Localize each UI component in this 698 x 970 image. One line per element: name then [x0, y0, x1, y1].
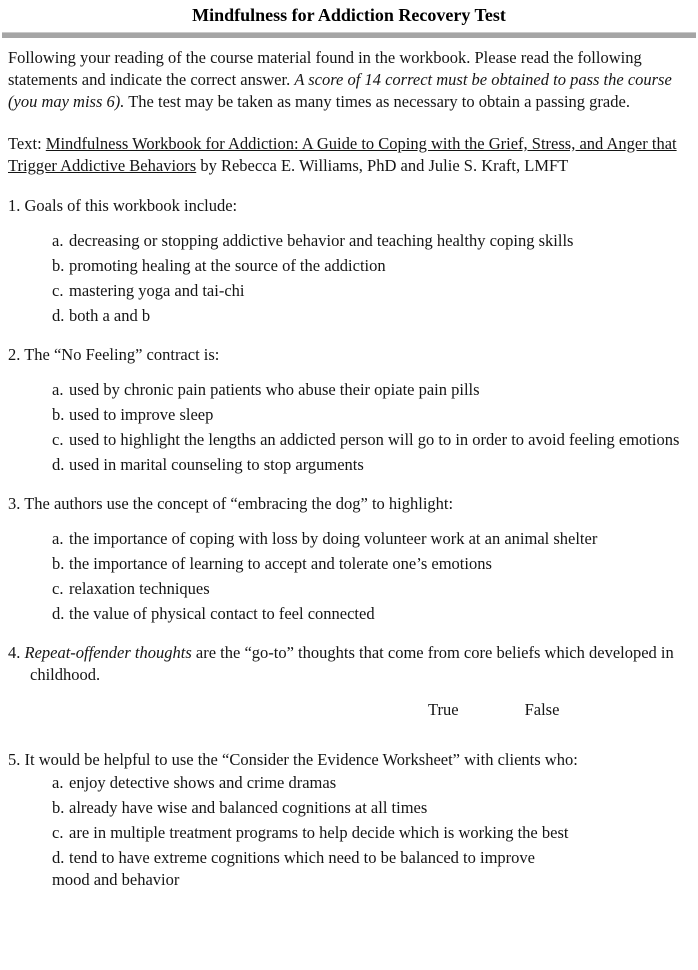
answer-option	[52, 379, 690, 401]
page-title: Mindfulness for Addiction Recovery Test	[192, 5, 506, 25]
option-text: tend to have extreme cognitions which need to be balanced to improve	[69, 848, 535, 867]
option-letter: b.	[52, 798, 65, 817]
question-5	[8, 749, 690, 891]
false-label: False	[524, 700, 560, 719]
answer-option	[52, 797, 690, 819]
question-prompt: 3. The authors use the concept of “embracing the dog” to highlight:	[8, 494, 454, 513]
option-text: relaxation techniques	[69, 579, 210, 598]
option-text: used to highlight the lengths an addicted person will go to in order to avoid feeling emotions	[69, 430, 680, 449]
option-letter: c.	[52, 579, 64, 598]
answer-option	[52, 305, 690, 327]
answer-option	[52, 772, 690, 794]
option-letter: d.	[52, 455, 65, 474]
intro-text-2: The test may be taken as many times as necessary to obtain a passing grade.	[124, 92, 630, 111]
intro-paragraph	[8, 47, 690, 113]
option-text: used in marital counseling to stop arguments	[69, 455, 364, 474]
book-title: Mindfulness Workbook for Addiction: A Guide to Coping with the Grief, Stress, and Anger that Trigger Addictive Behaviors	[8, 134, 677, 175]
option-text: used by chronic pain patients who abuse their opiate pain pills	[69, 380, 480, 399]
option-letter: d.	[52, 848, 65, 867]
option-text: enjoy detective shows and crime dramas	[69, 773, 337, 792]
question-prompt: 1. Goals of this workbook include:	[8, 196, 238, 215]
question-prompt: 5. It would be helpful to use the “Consider the Evidence Worksheet” with clients who:	[8, 750, 578, 769]
answer-option	[52, 404, 690, 426]
text-reference-label: Text:	[8, 134, 46, 153]
true-label: True	[428, 700, 459, 719]
option-text: the importance of learning to accept and tolerate one’s emotions	[69, 554, 492, 573]
option-letter: c.	[52, 281, 64, 300]
option-letter: b.	[52, 256, 65, 275]
answer-option	[52, 528, 690, 550]
question-prompt	[8, 642, 690, 686]
answer-option	[52, 578, 690, 600]
option-text: promoting healing at the source of the addiction	[69, 256, 386, 275]
question-number: 4.	[8, 643, 25, 662]
book-authors: by Rebecca E. Williams, PhD and Julie S. Kraft, LMFT	[196, 156, 569, 175]
option-letter: a.	[52, 380, 64, 399]
options-list	[8, 528, 690, 625]
option-letter: b.	[52, 405, 65, 424]
option-text: decreasing or stopping addictive behavior and teaching healthy coping skills	[69, 231, 574, 250]
answer-option	[52, 255, 690, 277]
option-text: used to improve sleep	[69, 405, 214, 424]
answer-option	[52, 280, 690, 302]
option-letter: b.	[52, 554, 65, 573]
option-text: the importance of coping with loss by doing volunteer work at an animal shelter	[69, 529, 598, 548]
question-italic-term: Repeat-offender thoughts	[24, 643, 192, 662]
answer-option	[52, 429, 690, 451]
answer-option	[52, 230, 690, 252]
text-reference	[8, 133, 690, 177]
option-letter: a.	[52, 773, 64, 792]
intro-text-italic: A score of 14 correct must be obtained to pass the course (you may miss 6).	[8, 70, 672, 111]
question-2	[8, 344, 690, 476]
intro-text-1: Following your reading of the course material found in the workbook. Please read the following statements and indicate the correct answer.	[8, 48, 642, 89]
option-text-line2: mood and behavior	[52, 870, 180, 889]
true-false-row	[8, 699, 690, 721]
question-prompt: 2. The “No Feeling” contract is:	[8, 345, 220, 364]
answer-option	[52, 454, 690, 476]
option-letter: a.	[52, 529, 64, 548]
option-letter: c.	[52, 823, 64, 842]
option-text: are in multiple treatment programs to help decide which is working the best	[69, 823, 569, 842]
answer-option	[52, 847, 690, 891]
option-text: the value of physical contact to feel connected	[69, 604, 375, 623]
title-divider	[2, 32, 696, 38]
answer-option	[52, 553, 690, 575]
question-4	[8, 642, 690, 721]
option-letter: d.	[52, 604, 65, 623]
answer-option	[52, 822, 690, 844]
options-list	[8, 379, 690, 476]
option-letter: a.	[52, 231, 64, 250]
question-1	[8, 195, 690, 327]
options-list	[8, 230, 690, 327]
option-letter: d.	[52, 306, 65, 325]
options-list	[8, 772, 690, 891]
question-text: are the “go-to” thoughts that come from core beliefs which developed in childhood.	[30, 643, 674, 684]
option-text: mastering yoga and tai-chi	[69, 281, 245, 300]
question-3	[8, 493, 690, 625]
option-text: already have wise and balanced cognitions at all times	[69, 798, 428, 817]
option-text: both a and b	[69, 306, 151, 325]
answer-option	[52, 603, 690, 625]
option-letter: c.	[52, 430, 64, 449]
